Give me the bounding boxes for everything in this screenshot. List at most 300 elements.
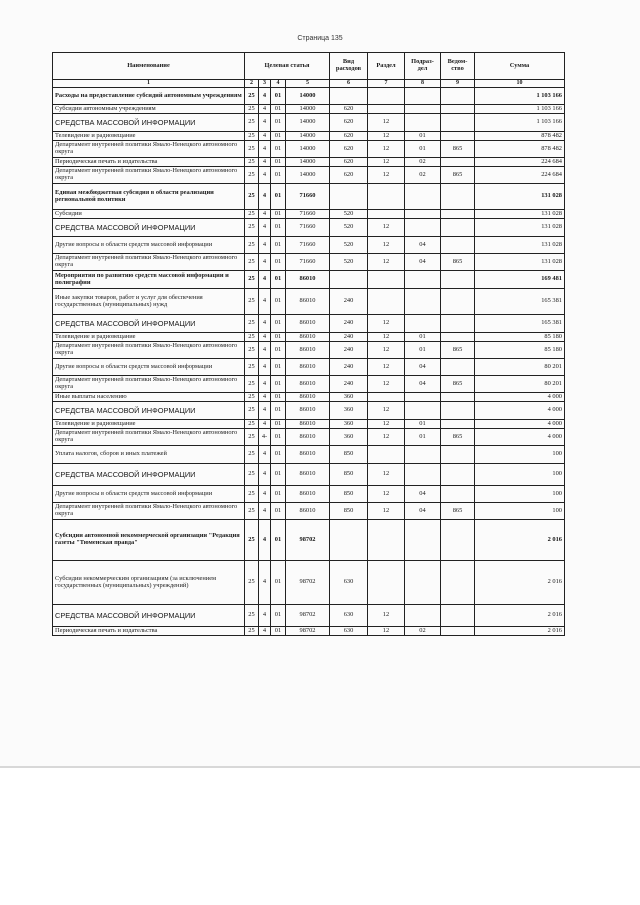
table-row (53, 237, 565, 254)
target-code-main-activity: 01 (271, 429, 286, 446)
target-code-main-activity: 01 (271, 105, 286, 114)
target-code-direction: 86010 (286, 393, 330, 402)
target-code-program: 25 (245, 141, 259, 158)
department-code (441, 114, 475, 132)
row-name: Иные выплаты населению (53, 393, 245, 402)
subsection-code: 04 (405, 254, 441, 271)
row-name: Департамент внутренней политики Ямало-Ненецкого автономного округа (53, 342, 245, 359)
section-code (368, 88, 405, 105)
target-code-subprogram: 4 (259, 561, 271, 605)
section-code (368, 105, 405, 114)
target-code-program: 25 (245, 420, 259, 429)
target-code-program: 25 (245, 237, 259, 254)
expense-type-code: 360 (330, 402, 368, 420)
section-code (368, 184, 405, 210)
section-code (368, 271, 405, 289)
target-code-program: 25 (245, 486, 259, 503)
page-edge (0, 766, 640, 768)
section-code: 12 (368, 627, 405, 636)
department-code (441, 158, 475, 167)
row-name: Субсидии (53, 210, 245, 219)
target-code-direction: 86010 (286, 289, 330, 315)
department-code (441, 219, 475, 237)
target-code-main-activity: 01 (271, 561, 286, 605)
table-body (53, 88, 565, 636)
target-code-subprogram: 4 (259, 254, 271, 271)
expense-type-code: 850 (330, 446, 368, 464)
expense-type-code: 620 (330, 141, 368, 158)
target-code-program: 25 (245, 254, 259, 271)
expense-type-code: 850 (330, 464, 368, 486)
expense-type-code (330, 88, 368, 105)
row-sum: 131 028 (475, 219, 565, 237)
table-row (53, 627, 565, 636)
row-name: Департамент внутренней политики Ямало-Ненецкого автономного округа (53, 254, 245, 271)
target-code-subprogram: 4 (259, 132, 271, 141)
subsection-code: 04 (405, 359, 441, 376)
target-code-direction: 14000 (286, 141, 330, 158)
department-code (441, 88, 475, 105)
target-code-subprogram: 4 (259, 333, 271, 342)
target-code-main-activity: 01 (271, 132, 286, 141)
subsection-code: 04 (405, 486, 441, 503)
target-code-direction: 14000 (286, 158, 330, 167)
row-sum: 1 103 166 (475, 105, 565, 114)
row-name: Департамент внутренней политики Ямало-Ненецкого автономного округа (53, 503, 245, 520)
department-code: 865 (441, 376, 475, 393)
department-code (441, 446, 475, 464)
table-row (53, 210, 565, 219)
subsection-code: 04 (405, 376, 441, 393)
target-code-main-activity: 01 (271, 271, 286, 289)
target-code-program: 25 (245, 333, 259, 342)
target-code-main-activity: 01 (271, 503, 286, 520)
column-number: 7 (368, 80, 405, 88)
subsection-code: 01 (405, 333, 441, 342)
table-row (53, 132, 565, 141)
target-code-subprogram: 4 (259, 184, 271, 210)
column-number: 5 (286, 80, 330, 88)
department-code: 865 (441, 342, 475, 359)
section-code: 12 (368, 464, 405, 486)
expense-type-code: 240 (330, 376, 368, 393)
expense-type-code: 620 (330, 105, 368, 114)
department-code: 865 (441, 167, 475, 184)
subsection-code: 01 (405, 141, 441, 158)
expense-type-code: 850 (330, 503, 368, 520)
target-code-subprogram: 4 (259, 420, 271, 429)
expense-type-code: 630 (330, 627, 368, 636)
target-code-program: 25 (245, 132, 259, 141)
header-expense-type: Вид расходов (330, 53, 368, 80)
department-code (441, 333, 475, 342)
table-row (53, 141, 565, 158)
table-row (53, 561, 565, 605)
subsection-code (405, 289, 441, 315)
expense-type-code: 240 (330, 359, 368, 376)
target-code-direction: 86010 (286, 359, 330, 376)
target-code-direction: 86010 (286, 420, 330, 429)
table-row (53, 520, 565, 561)
target-code-direction: 98702 (286, 520, 330, 561)
row-sum: 2 016 (475, 520, 565, 561)
target-code-main-activity: 01 (271, 359, 286, 376)
row-name: Департамент внутренней политики Ямало-Ненецкого автономного округа (53, 376, 245, 393)
department-code (441, 393, 475, 402)
row-sum: 100 (475, 464, 565, 486)
department-code (441, 210, 475, 219)
section-code: 12 (368, 315, 405, 333)
target-code-subprogram: 4 (259, 114, 271, 132)
column-number: 1 (53, 80, 245, 88)
expense-type-code (330, 520, 368, 561)
target-code-direction: 86010 (286, 376, 330, 393)
target-code-direction: 86010 (286, 402, 330, 420)
subsection-code: 02 (405, 167, 441, 184)
section-code (368, 520, 405, 561)
table-row (53, 503, 565, 520)
section-code: 12 (368, 376, 405, 393)
row-name: Департамент внутренней политики Ямало-Ненецкого автономного округа (53, 429, 245, 446)
row-sum: 224 684 (475, 167, 565, 184)
target-code-program: 25 (245, 315, 259, 333)
table-row (53, 446, 565, 464)
row-sum: 4 000 (475, 393, 565, 402)
table-header (53, 53, 565, 88)
target-code-main-activity: 01 (271, 254, 286, 271)
table-row (53, 429, 565, 446)
section-code: 12 (368, 237, 405, 254)
column-number: 3 (259, 80, 271, 88)
expense-type-code: 520 (330, 237, 368, 254)
table-row (53, 219, 565, 237)
target-code-main-activity: 01 (271, 167, 286, 184)
target-code-program: 25 (245, 105, 259, 114)
header-department: Ведом-ство (441, 53, 475, 80)
row-name: Телевидение и радиовещание (53, 420, 245, 429)
table-row (53, 105, 565, 114)
target-code-program: 25 (245, 342, 259, 359)
target-code-program: 25 (245, 429, 259, 446)
target-code-direction: 98702 (286, 627, 330, 636)
row-sum: 85 180 (475, 342, 565, 359)
target-code-direction: 86010 (286, 271, 330, 289)
target-code-program: 25 (245, 271, 259, 289)
subsection-code (405, 446, 441, 464)
target-code-program: 25 (245, 219, 259, 237)
target-code-main-activity: 01 (271, 446, 286, 464)
target-code-subprogram: 4 (259, 141, 271, 158)
target-code-direction: 71660 (286, 254, 330, 271)
subsection-code: 01 (405, 429, 441, 446)
section-code: 12 (368, 158, 405, 167)
subsection-code (405, 520, 441, 561)
expense-type-code (330, 184, 368, 210)
table-row (53, 342, 565, 359)
target-code-program: 25 (245, 561, 259, 605)
table-row (53, 402, 565, 420)
header-target-article: Целевая статья (245, 53, 330, 80)
row-sum: 131 028 (475, 184, 565, 210)
row-sum: 80 201 (475, 376, 565, 393)
department-code (441, 420, 475, 429)
section-code: 12 (368, 402, 405, 420)
department-code (441, 486, 475, 503)
column-number: 8 (405, 80, 441, 88)
row-sum: 85 180 (475, 333, 565, 342)
page-number-label: Страница 135 (297, 35, 343, 42)
target-code-main-activity: 01 (271, 420, 286, 429)
row-name: Субсидии автономным учреждениям (53, 105, 245, 114)
table-row (53, 486, 565, 503)
target-code-subprogram: 4 (259, 605, 271, 627)
target-code-main-activity: 01 (271, 486, 286, 503)
target-code-direction: 14000 (286, 114, 330, 132)
expense-type-code: 620 (330, 167, 368, 184)
expense-type-code: 240 (330, 289, 368, 315)
header-subsection: Подраз-дел (405, 53, 441, 80)
target-code-subprogram: 4 (259, 289, 271, 315)
expense-type-code: 240 (330, 315, 368, 333)
department-code: 865 (441, 254, 475, 271)
row-name: Субсидии автономной некоммерческой организации "Редакция газеты "Тюменская правда" (53, 520, 245, 561)
row-sum: 2 016 (475, 605, 565, 627)
section-code: 12 (368, 429, 405, 446)
department-code (441, 271, 475, 289)
row-sum: 165 381 (475, 289, 565, 315)
target-code-main-activity: 01 (271, 627, 286, 636)
row-name: Периодическая печать и издательства (53, 158, 245, 167)
target-code-subprogram: 4 (259, 315, 271, 333)
target-code-direction: 86010 (286, 446, 330, 464)
target-code-main-activity: 01 (271, 158, 286, 167)
target-code-program: 25 (245, 167, 259, 184)
row-name: СРЕДСТВА МАССОВОЙ ИНФОРМАЦИИ (53, 402, 245, 420)
target-code-program: 25 (245, 503, 259, 520)
target-code-subprogram: 4 (259, 520, 271, 561)
target-code-program: 25 (245, 376, 259, 393)
table-row (53, 393, 565, 402)
target-code-main-activity: 01 (271, 342, 286, 359)
department-code: 865 (441, 503, 475, 520)
target-code-program: 25 (245, 402, 259, 420)
row-sum: 1 103 166 (475, 88, 565, 105)
row-name: СРЕДСТВА МАССОВОЙ ИНФОРМАЦИИ (53, 605, 245, 627)
target-code-program: 25 (245, 88, 259, 105)
row-name: Департамент внутренней политики Ямало-Ненецкого автономного округа (53, 141, 245, 158)
subsection-code: 02 (405, 627, 441, 636)
subsection-code (405, 105, 441, 114)
row-sum: 4 000 (475, 402, 565, 420)
department-code (441, 289, 475, 315)
target-code-program: 25 (245, 520, 259, 561)
expense-type-code: 520 (330, 219, 368, 237)
target-code-direction: 14000 (286, 88, 330, 105)
section-code: 12 (368, 333, 405, 342)
table-row (53, 420, 565, 429)
subsection-code (405, 464, 441, 486)
target-code-program: 25 (245, 464, 259, 486)
table-row (53, 167, 565, 184)
target-code-main-activity: 01 (271, 393, 286, 402)
row-name: Телевидение и радиовещание (53, 132, 245, 141)
department-code (441, 315, 475, 333)
expense-type-code: 240 (330, 342, 368, 359)
expense-type-code: 520 (330, 210, 368, 219)
row-sum: 131 028 (475, 254, 565, 271)
subsection-code: 01 (405, 420, 441, 429)
department-code (441, 520, 475, 561)
row-name: СРЕДСТВА МАССОВОЙ ИНФОРМАЦИИ (53, 219, 245, 237)
target-code-main-activity: 01 (271, 141, 286, 158)
expense-type-code: 360 (330, 429, 368, 446)
table-row (53, 315, 565, 333)
table-row (53, 376, 565, 393)
column-number: 10 (475, 80, 565, 88)
target-code-direction: 98702 (286, 605, 330, 627)
target-code-direction: 86010 (286, 315, 330, 333)
target-code-subprogram: 4- (259, 429, 271, 446)
subsection-code (405, 219, 441, 237)
row-sum: 100 (475, 446, 565, 464)
section-code: 12 (368, 503, 405, 520)
department-code: 865 (441, 429, 475, 446)
expense-type-code: 630 (330, 561, 368, 605)
subsection-code: 02 (405, 158, 441, 167)
table-row (53, 359, 565, 376)
target-code-program: 25 (245, 210, 259, 219)
target-code-direction: 86010 (286, 486, 330, 503)
section-code (368, 561, 405, 605)
target-code-main-activity: 01 (271, 605, 286, 627)
row-sum: 878 482 (475, 141, 565, 158)
target-code-program: 25 (245, 446, 259, 464)
section-code: 12 (368, 219, 405, 237)
section-code: 12 (368, 420, 405, 429)
target-code-direction: 14000 (286, 105, 330, 114)
row-sum: 131 028 (475, 210, 565, 219)
target-code-program: 25 (245, 114, 259, 132)
target-code-main-activity: 01 (271, 237, 286, 254)
target-code-subprogram: 4 (259, 446, 271, 464)
row-name: Другие вопросы в области средств массовой информации (53, 486, 245, 503)
department-code (441, 605, 475, 627)
subsection-code: 01 (405, 132, 441, 141)
target-code-subprogram: 4 (259, 464, 271, 486)
target-code-subprogram: 4 (259, 237, 271, 254)
table-row (53, 333, 565, 342)
column-number: 2 (245, 80, 259, 88)
target-code-main-activity: 01 (271, 219, 286, 237)
target-code-program: 25 (245, 289, 259, 315)
department-code (441, 132, 475, 141)
row-sum: 169 481 (475, 271, 565, 289)
target-code-direction: 98702 (286, 561, 330, 605)
target-code-subprogram: 4 (259, 158, 271, 167)
target-code-direction: 71660 (286, 184, 330, 210)
expense-type-code: 620 (330, 132, 368, 141)
row-name: Департамент внутренней политики Ямало-Ненецкого автономного округа (53, 167, 245, 184)
target-code-direction: 14000 (286, 132, 330, 141)
table-row (53, 254, 565, 271)
table-row (53, 114, 565, 132)
row-name: Иные закупки товаров, работ и услуг для обеспечения государственных (муниципальных) нужд (53, 289, 245, 315)
row-sum: 131 028 (475, 237, 565, 254)
row-name: СРЕДСТВА МАССОВОЙ ИНФОРМАЦИИ (53, 114, 245, 132)
row-sum: 100 (475, 486, 565, 503)
row-sum: 224 684 (475, 158, 565, 167)
column-number: 6 (330, 80, 368, 88)
target-code-subprogram: 4 (259, 402, 271, 420)
target-code-subprogram: 4 (259, 167, 271, 184)
subsection-code (405, 315, 441, 333)
section-code: 12 (368, 486, 405, 503)
row-name: Другие вопросы в области средств массовой информации (53, 237, 245, 254)
target-code-main-activity: 01 (271, 464, 286, 486)
expense-type-code: 620 (330, 158, 368, 167)
section-code: 12 (368, 342, 405, 359)
row-name: Периодическая печать и издательства (53, 627, 245, 636)
target-code-main-activity: 01 (271, 210, 286, 219)
expense-type-code: 520 (330, 254, 368, 271)
table-row (53, 605, 565, 627)
department-code (441, 627, 475, 636)
target-code-main-activity: 01 (271, 184, 286, 210)
target-code-main-activity: 01 (271, 315, 286, 333)
row-sum: 100 (475, 503, 565, 520)
target-code-direction: 71660 (286, 210, 330, 219)
target-code-main-activity: 01 (271, 88, 286, 105)
target-code-direction: 86010 (286, 503, 330, 520)
header-sum: Сумма (475, 53, 565, 80)
section-code: 12 (368, 114, 405, 132)
department-code (441, 402, 475, 420)
target-code-subprogram: 4 (259, 503, 271, 520)
department-code: 865 (441, 141, 475, 158)
section-code (368, 393, 405, 402)
department-code (441, 464, 475, 486)
target-code-program: 25 (245, 158, 259, 167)
target-code-direction: 71660 (286, 237, 330, 254)
row-sum: 80 201 (475, 359, 565, 376)
section-code: 12 (368, 167, 405, 184)
row-sum: 2 016 (475, 561, 565, 605)
subsection-code (405, 605, 441, 627)
target-code-subprogram: 4 (259, 376, 271, 393)
header-section: Раздел (368, 53, 405, 80)
target-code-program: 25 (245, 605, 259, 627)
expense-type-code: 360 (330, 393, 368, 402)
target-code-subprogram: 4 (259, 105, 271, 114)
target-code-subprogram: 4 (259, 393, 271, 402)
target-code-subprogram: 4 (259, 271, 271, 289)
row-name: СРЕДСТВА МАССОВОЙ ИНФОРМАЦИИ (53, 464, 245, 486)
target-code-direction: 14000 (286, 167, 330, 184)
target-code-subprogram: 4 (259, 219, 271, 237)
row-sum: 4 000 (475, 429, 565, 446)
row-name: СРЕДСТВА МАССОВОЙ ИНФОРМАЦИИ (53, 315, 245, 333)
target-code-direction: 86010 (286, 333, 330, 342)
department-code (441, 184, 475, 210)
target-code-main-activity: 01 (271, 520, 286, 561)
target-code-direction: 71660 (286, 219, 330, 237)
row-name: Единая межбюджетная субсидия в области реализации региональной политики (53, 184, 245, 210)
subsection-code (405, 393, 441, 402)
row-name: Уплата налогов, сборов и иных платежей (53, 446, 245, 464)
target-code-direction: 86010 (286, 429, 330, 446)
section-code (368, 289, 405, 315)
table-row (53, 88, 565, 105)
